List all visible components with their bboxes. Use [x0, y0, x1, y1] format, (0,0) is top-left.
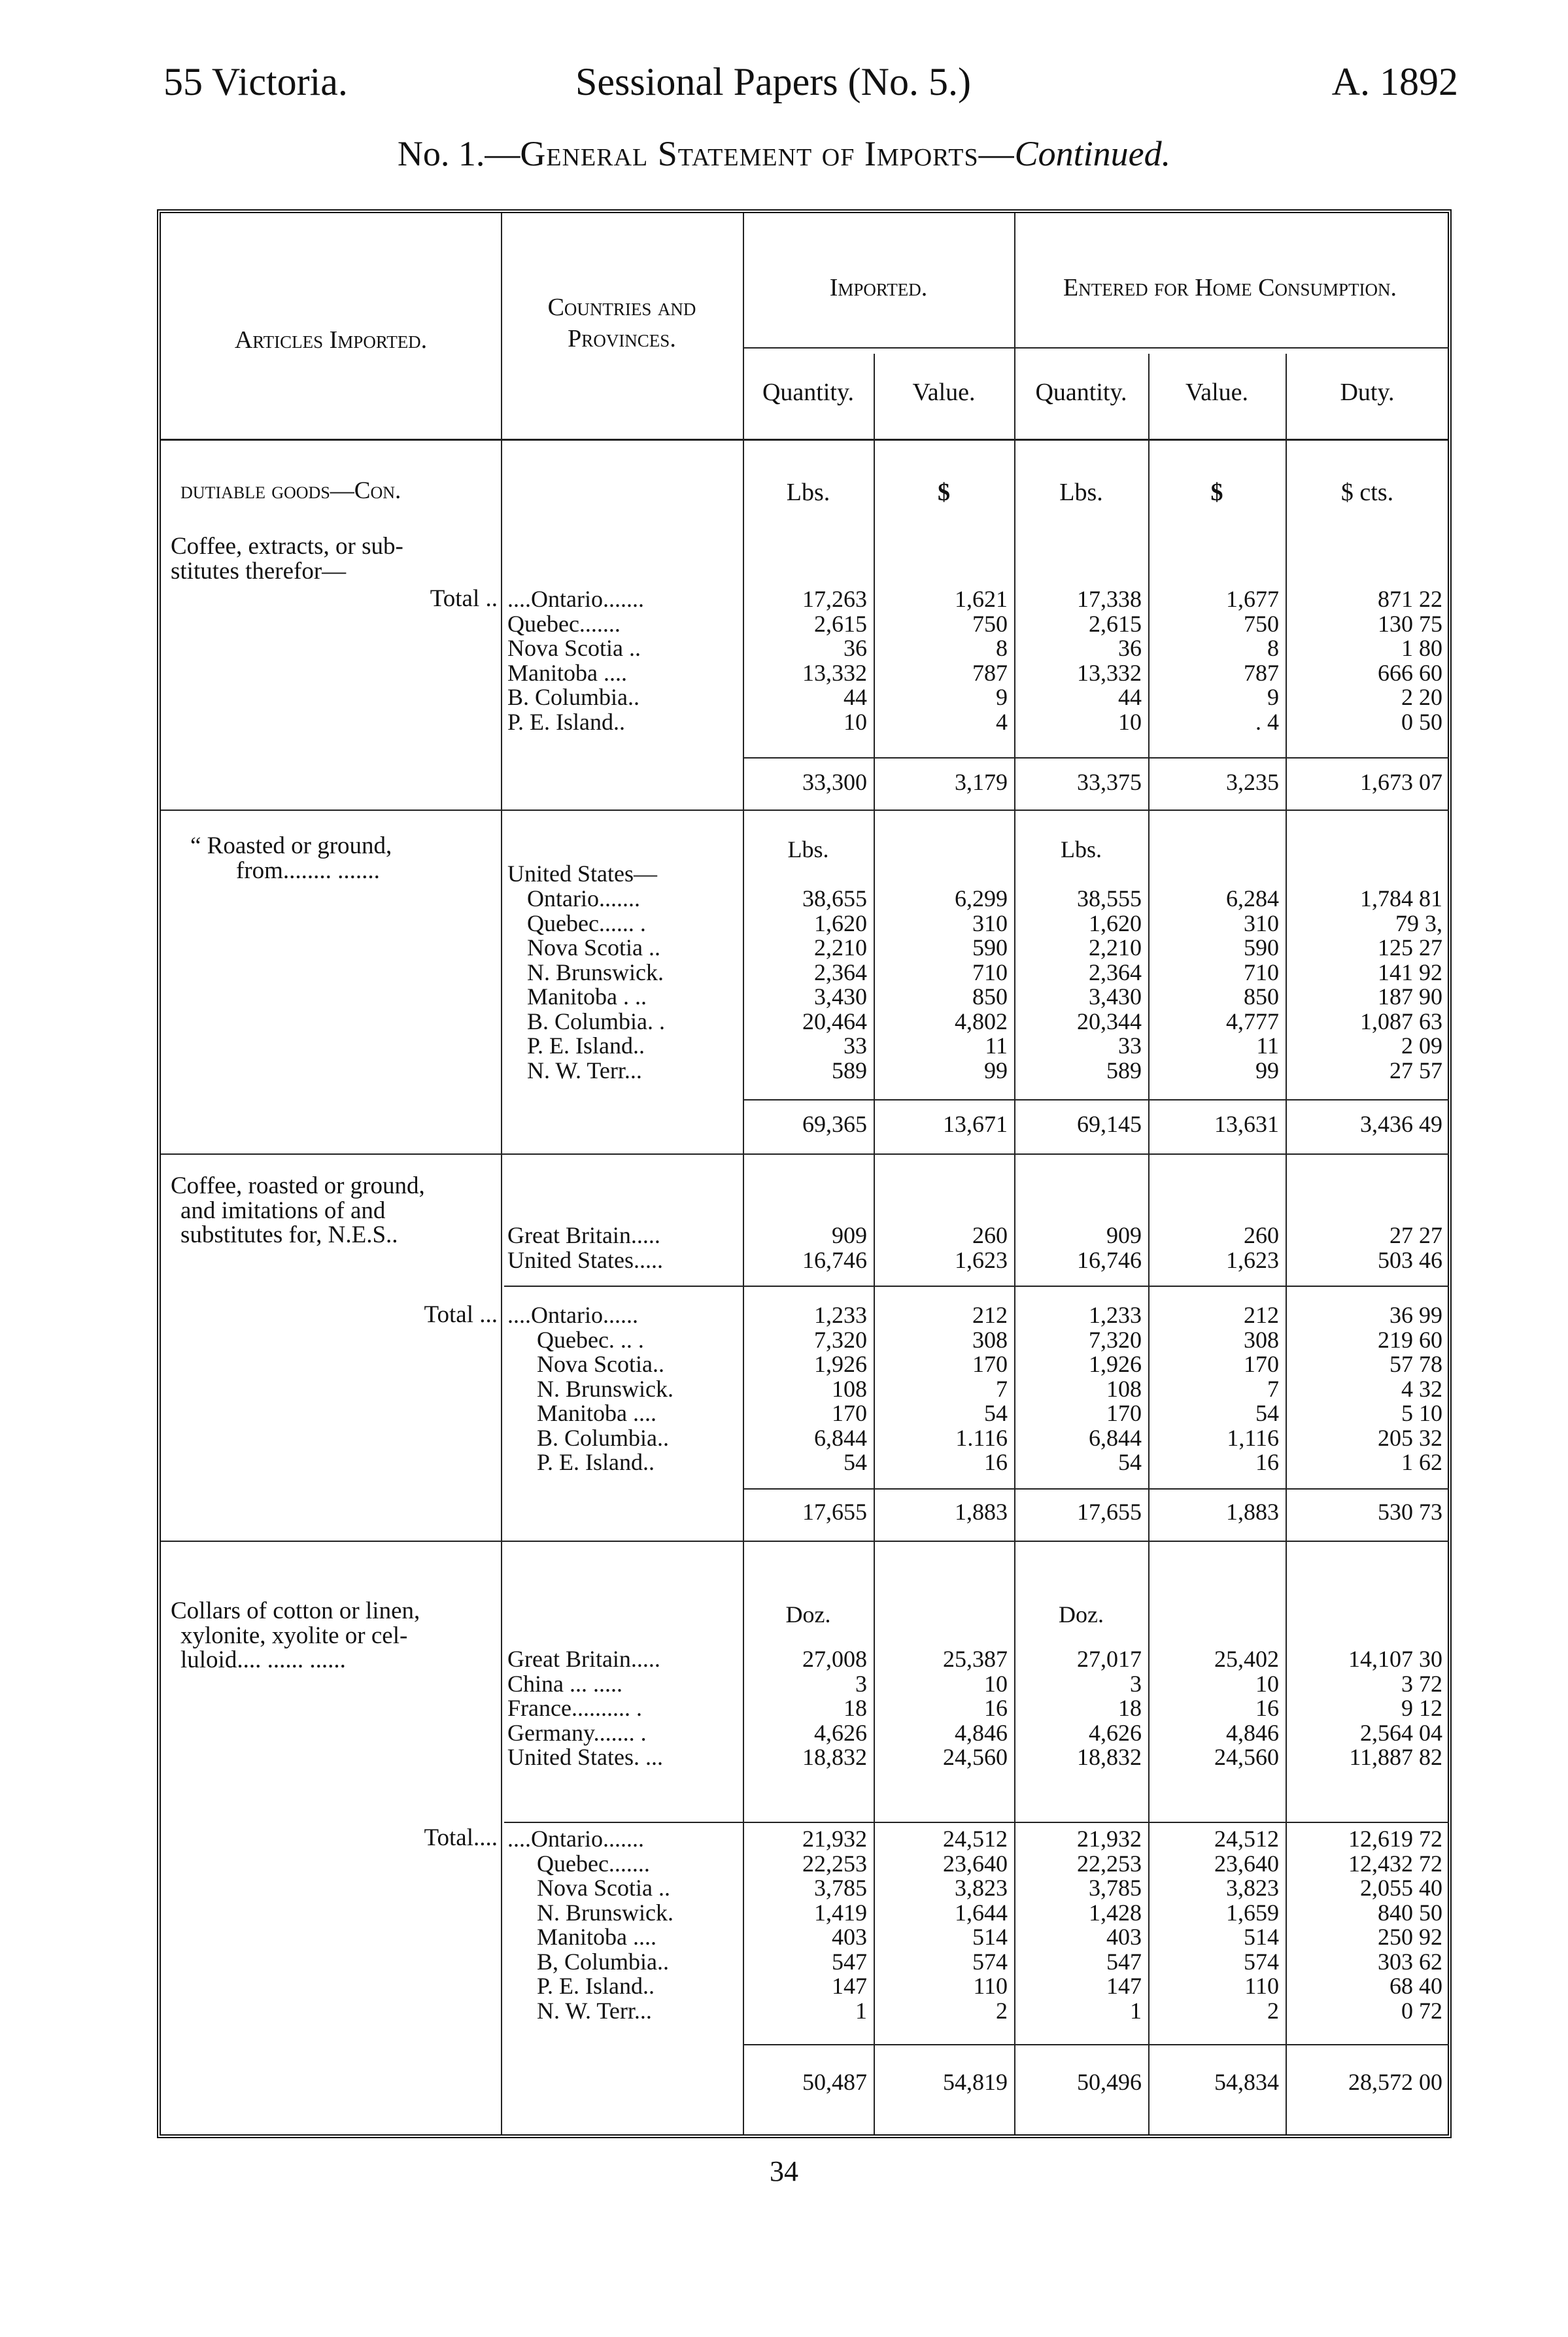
country-heading: United States— [507, 861, 657, 887]
unit-lbs: Lbs. [1061, 836, 1102, 862]
header-quantity-2: Quantity. [1035, 379, 1127, 406]
entered-quantity-column: 38,555 1,620 2,210 2,364 3,430 20,344 33 589 [1077, 885, 1142, 1083]
article-label: Collars of cotton or linen, xylonite, xyolite or cel- luloid.... ...... ...... [171, 1597, 420, 1673]
entered-value-column: 25,402 10 16 4,846 24,560 [1214, 1646, 1279, 1770]
imported-quantity-column: 909 16,746 [802, 1222, 867, 1273]
entered-value-column: 24,512 23,640 3,823 1,659 514 574 110 2 [1214, 1826, 1279, 2024]
header-value: Value. [912, 379, 976, 406]
imported-quantity-column: 17,263 2,615 36 13,332 44 10 [802, 586, 867, 735]
header-countries: Countries and Provinces. [547, 294, 696, 352]
session-label: 55 Victoria. [163, 60, 348, 103]
total-entered-value: 54,834 [1214, 2069, 1279, 2095]
title-suffix: Continued. [1014, 134, 1171, 173]
total-imported-value: 13,671 [943, 1111, 1008, 1137]
total-entered-quantity: 50,496 [1077, 2069, 1142, 2095]
total-entered-quantity: 33,375 [1077, 769, 1142, 795]
imports-table [157, 209, 1452, 2138]
section-rule [504, 1286, 1449, 1287]
header-imported: Imported. [829, 274, 928, 301]
subtotal-rule [743, 757, 1449, 759]
page-number: 34 [770, 2155, 798, 2187]
entered-value-column: 6,284 310 590 710 850 4,777 11 99 [1226, 885, 1279, 1083]
header-duty: Duty. [1340, 379, 1395, 406]
province-list: ....Ontario....... Quebec....... Nova Scotia .. Manitoba .... B. Columbia.. P. E. Island.. [507, 586, 644, 735]
imported-value-column: 25,387 10 16 4,846 24,560 [943, 1646, 1008, 1770]
imported-value-column: 6,299 310 590 710 850 4,802 11 99 [955, 885, 1008, 1083]
imported-value-column: 212 308 170 7 54 1.116 16 [955, 1302, 1008, 1475]
unit-dozen: Doz. [785, 1601, 831, 1628]
total-entered-quantity: 17,655 [1077, 1499, 1142, 1525]
duty-column: 12,619 72 12,432 72 2,055 40 840 50 250 92 303 62 68 40 0 72 [1348, 1826, 1442, 2024]
title-prefix: No. 1.— [397, 134, 520, 173]
total-imported-value: 3,179 [955, 769, 1008, 795]
unit-lbs: Lbs. [786, 479, 830, 506]
section-rule [161, 1153, 1449, 1155]
title-main: General Statement of Imports— [520, 134, 1015, 173]
running-head [163, 52, 1458, 111]
article-label: Coffee, extracts, or sub- stitutes therefor— [171, 533, 403, 585]
province-list: Ontario....... Quebec...... . Nova Scotia .. N. Brunswick. Manitoba . .. B. Columbia. . P. E. Island.. N. W. Terr... [527, 885, 666, 1083]
total-imported-quantity: 33,300 [802, 769, 867, 795]
entered-value-column: 1,677 750 8 787 9 . 4 [1226, 586, 1279, 735]
total-label: Total ... [424, 1301, 498, 1328]
subtotal-rule [743, 1099, 1449, 1100]
total-imported-quantity: 17,655 [802, 1499, 867, 1525]
province-list: ....Ontario....... Quebec....... Nova Scotia .. N. Brunswick. Manitoba .... B, Columbia.. P. E. Island.. N. W. Terr... [507, 1826, 673, 2024]
total-label: Total .. [430, 585, 498, 612]
entered-quantity-column: 17,338 2,615 36 13,332 44 10 [1077, 586, 1142, 735]
unit-lbs: Lbs. [787, 836, 829, 862]
total-imported-value: 1,883 [955, 1499, 1008, 1525]
province-list: ....Ontario...... Quebec. .. . Nova Scotia.. N. Brunswick. Manitoba .... B. Columbia.. P. E. Island.. [507, 1302, 673, 1475]
entered-value-column: 260 1,623 [1226, 1222, 1279, 1273]
page-title [0, 128, 1568, 180]
header-value-2: Value. [1185, 379, 1249, 406]
imported-quantity-column: 27,008 3 18 4,626 18,832 [802, 1646, 867, 1770]
total-entered-value: 1,883 [1226, 1499, 1279, 1525]
unit-lbs-2: Lbs. [1059, 479, 1103, 506]
entered-quantity-column: 909 16,746 [1077, 1222, 1142, 1273]
duty-column: 1,784 81 79 3, 125 27 141 92 187 90 1,087 63 2 09 27 57 [1360, 885, 1442, 1083]
imported-quantity-column: 21,932 22,253 3,785 1,419 403 547 147 1 [802, 1826, 867, 2024]
article-label: Coffee, roasted or ground, and imitations of and substitutes for, N.E.S.. [171, 1172, 425, 1248]
year-label: A. 1892 [1331, 60, 1458, 103]
subtotal-rule [743, 2044, 1449, 2045]
section-rule [161, 810, 1449, 811]
header-entered: Entered for Home Consumption. [1063, 274, 1397, 301]
header-bottom-rule [161, 439, 1448, 441]
unit-dollar: $ [938, 479, 950, 506]
col-divider [501, 213, 502, 2134]
total-imported-quantity: 69,365 [802, 1111, 867, 1137]
total-duty: 1,673 07 [1360, 769, 1442, 795]
entered-value-column: 212 308 170 7 54 1,116 16 [1227, 1302, 1279, 1475]
header-subrule [743, 347, 1449, 349]
total-duty: 3,436 49 [1360, 1111, 1442, 1137]
total-imported-quantity: 50,487 [802, 2069, 867, 2095]
duty-column: 36 99 219 60 57 78 4 32 5 10 205 32 1 62 [1378, 1302, 1442, 1475]
total-entered-value: 13,631 [1214, 1111, 1279, 1137]
entered-quantity-column: 1,233 7,320 1,926 108 170 6,844 54 [1089, 1302, 1142, 1475]
imported-value-column: 24,512 23,640 3,823 1,644 514 574 110 2 [943, 1826, 1008, 2024]
sessional-papers-label: Sessional Papers (No. 5.) [575, 60, 971, 103]
imported-value-column: 260 1,623 [955, 1222, 1008, 1273]
total-duty: 530 73 [1378, 1499, 1442, 1525]
article-label: “ Roasted or ground, from........ ....... [190, 832, 392, 884]
imported-quantity-column: 1,233 7,320 1,926 108 170 6,844 54 [814, 1302, 867, 1475]
imported-value-column: 1,621 750 8 787 9 4 [955, 586, 1008, 735]
total-imported-value: 54,819 [943, 2069, 1008, 2095]
unit-dollar-2: $ [1210, 479, 1223, 506]
total-duty: 28,572 00 [1348, 2069, 1442, 2095]
imported-quantity-column: 38,655 1,620 2,210 2,364 3,430 20,464 33 589 [802, 885, 867, 1083]
total-entered-value: 3,235 [1226, 769, 1279, 795]
duty-column: 14,107 30 3 72 9 12 2,564 04 11,887 82 [1348, 1646, 1442, 1770]
unit-dozen: Doz. [1059, 1601, 1104, 1628]
entered-quantity-column: 27,017 3 18 4,626 18,832 [1077, 1646, 1142, 1770]
country-list: Great Britain..... United States..... [507, 1222, 663, 1273]
unit-dollar-cents: $ cts. [1340, 479, 1394, 506]
total-entered-quantity: 69,145 [1077, 1111, 1142, 1137]
subtotal-rule [743, 1488, 1449, 1490]
dutiable-goods-label: dutiable goods—Con. [180, 477, 401, 504]
duty-column: 871 22 130 75 1 80 666 60 2 20 0 50 [1378, 586, 1442, 735]
header-quantity: Quantity. [762, 379, 854, 406]
header-articles: Articles Imported. [234, 326, 428, 354]
duty-column: 27 27 503 46 [1378, 1222, 1442, 1273]
entered-quantity-column: 21,932 22,253 3,785 1,428 403 547 147 1 [1077, 1826, 1142, 2024]
country-list: Great Britain..... China ... ..... France.......... . Germany....... . United States. ... [507, 1646, 663, 1770]
total-label: Total.... [424, 1824, 498, 1851]
section-rule [504, 1822, 1449, 1823]
section-rule [161, 1541, 1449, 1542]
